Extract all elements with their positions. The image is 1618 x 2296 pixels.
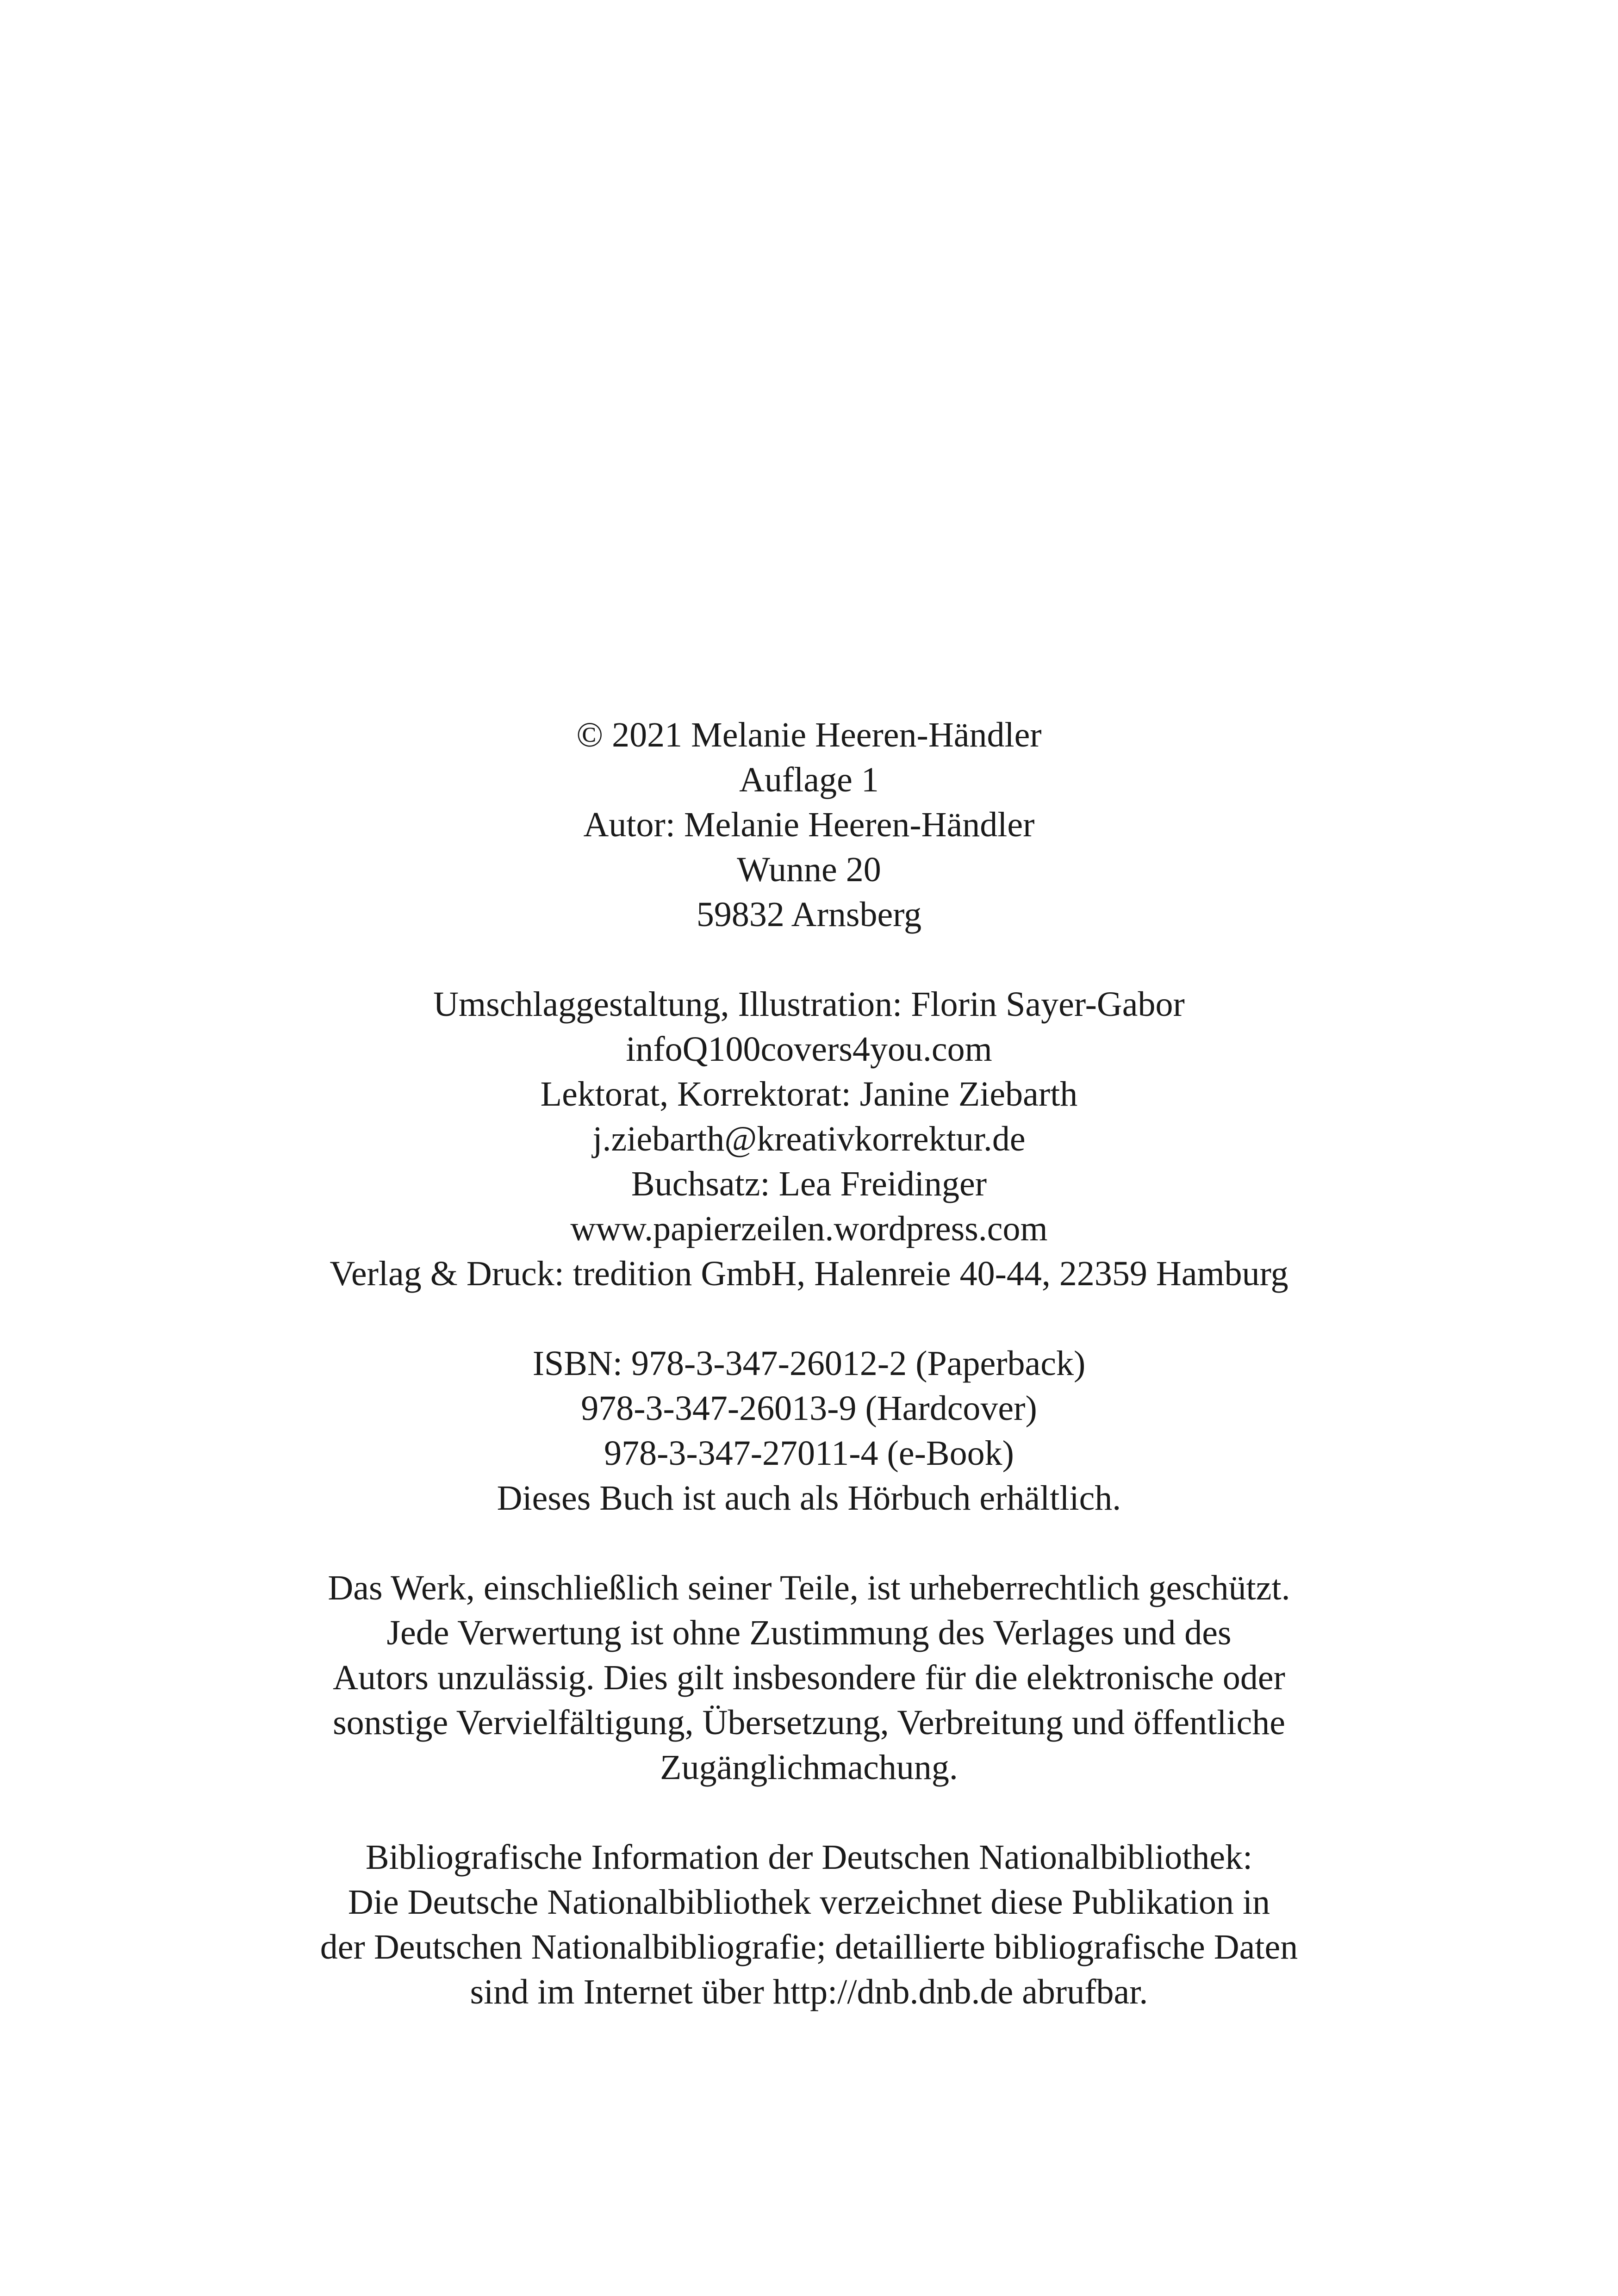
isbn-block (0, 1341, 1618, 1521)
bibliographic-block (0, 1835, 1618, 2015)
spacer (0, 937, 1618, 982)
copyright-line: © 2021 Melanie Heeren-Händler (576, 716, 1042, 754)
cover-credit: Umschlaggestaltung, Illustration: Florin Sayer-Gabor (433, 985, 1185, 1024)
rights-line: Das Werk, einschließlich seiner Teile, ist urheberrechtlich geschützt. (328, 1568, 1290, 1607)
isbn-paperback: ISBN: 978-3-347-26012-2 (Paperback) (532, 1344, 1086, 1383)
rights-line: Autors unzulässig. Dies gilt insbesondere für die elektronische oder (333, 1658, 1285, 1697)
copyright-block (0, 713, 1618, 937)
spacer (0, 1790, 1618, 1835)
rights-block (0, 1566, 1618, 1790)
edition-line: Auflage 1 (739, 760, 879, 799)
credits-block (0, 982, 1618, 1296)
publisher-line: Verlag & Druck: tredition GmbH, Halenreie 40-44, 22359 Hamburg (330, 1254, 1288, 1293)
bibliographic-line: Die Deutsche Nationalbibliothek verzeichnet diese Publikation in (348, 1883, 1270, 1922)
cover-contact: infoQ100covers4you.com (626, 1030, 992, 1069)
typesetting-credit: Buchsatz: Lea Freidinger (631, 1164, 987, 1203)
editing-contact: j.ziebarth@kreativkorrektur.de (592, 1120, 1026, 1158)
imprint-page (0, 713, 1618, 2015)
rights-line: sonstige Vervielfältigung, Übersetzung, Verbreitung und öffentliche (333, 1703, 1285, 1742)
author-line: Autor: Melanie Heeren-Händler (583, 805, 1035, 844)
spacer (0, 1521, 1618, 1566)
bibliographic-line: der Deutschen Nationalbibliografie; detaillierte bibliografische Daten (320, 1928, 1298, 1966)
rights-line: Zugänglichmachung. (660, 1748, 958, 1787)
isbn-ebook: 978-3-347-27011-4 (e-Book) (604, 1434, 1014, 1473)
rights-line: Jede Verwertung ist ohne Zustimmung des Verlages und des (386, 1613, 1232, 1652)
bibliographic-line: sind im Internet über http://dnb.dnb.de abrufbar. (470, 1972, 1148, 2011)
typesetting-contact: www.papierzeilen.wordpress.com (570, 1209, 1048, 1248)
audiobook-note: Dieses Buch ist auch als Hörbuch erhältlich. (497, 1479, 1121, 1518)
spacer (0, 1296, 1618, 1341)
street-line: Wunne 20 (737, 850, 881, 889)
editing-credit: Lektorat, Korrektorat: Janine Ziebarth (540, 1075, 1078, 1114)
city-line: 59832 Arnsberg (696, 895, 922, 934)
bibliographic-line: Bibliografische Information der Deutschen Nationalbibliothek: (365, 1838, 1253, 1877)
isbn-hardcover: 978-3-347-26013-9 (Hardcover) (581, 1389, 1037, 1428)
